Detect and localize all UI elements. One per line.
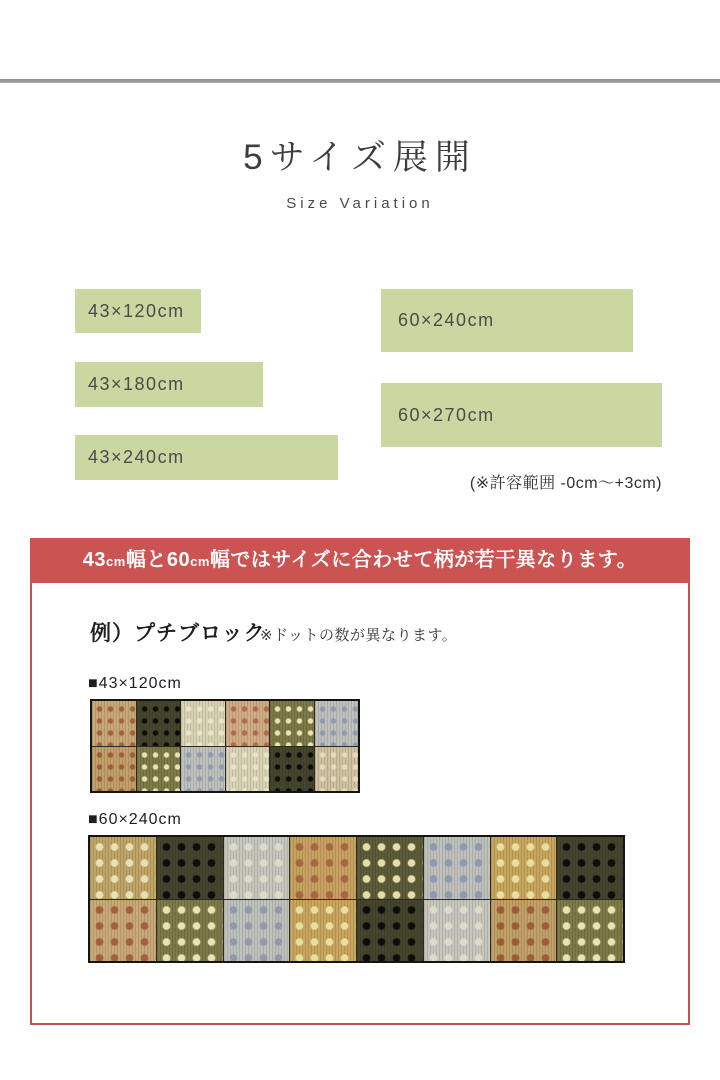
- banner-text-part3: 幅ではサイズに合わせて柄が若干異なります。: [209, 549, 638, 571]
- mat-block-cream-pale: [181, 701, 225, 746]
- mat-block-silver-blue: [424, 837, 490, 899]
- mat-block-silver-blue: [224, 900, 290, 962]
- mat-block-tan-red: [90, 900, 156, 962]
- example-heading: 例）プチブロック: [90, 622, 266, 645]
- mat-block-silver-blue: [181, 747, 225, 792]
- banner-text-part1: 43: [82, 549, 107, 571]
- size-swatch-43x240: [75, 435, 338, 480]
- mat-image-60x240: [88, 835, 625, 963]
- mat-block-gold-red: [290, 837, 356, 899]
- mat-block-olive-cream: [270, 701, 314, 746]
- size-label-43x120: 43×120cm: [88, 300, 185, 321]
- mat-block-silver-pale: [224, 837, 290, 899]
- banner-text-part2: 幅と60: [125, 549, 191, 571]
- mat-block-gold-cream: [290, 900, 356, 962]
- mat-block-olive-cream: [157, 900, 223, 962]
- size-label-43x240: 43×240cm: [88, 447, 185, 467]
- banner-cm-unit-2: cm: [190, 554, 210, 569]
- mat-block-olive-cream: [137, 747, 181, 792]
- pattern-difference-panel: [30, 538, 690, 1025]
- mat-block-cream-pale: [226, 747, 270, 792]
- tolerance-note: (※許容範囲 -0cm〜+3cm): [469, 475, 662, 492]
- mat-block-sand-cream: [315, 747, 359, 792]
- mat-block-black-dots: [557, 837, 623, 899]
- mat-block-silver-blue: [315, 701, 359, 746]
- banner-cm-unit-1: cm: [106, 554, 126, 569]
- mat-block-tan-red2: [491, 900, 557, 962]
- mat-block-black-dots: [157, 837, 223, 899]
- notice-banner: [30, 538, 690, 583]
- mat-label-60x240: ■60×240cm: [88, 811, 182, 828]
- size-label-43x180: 43×180cm: [88, 374, 185, 394]
- example-box: [30, 583, 690, 1025]
- size-label-60x270: 60×270cm: [398, 404, 495, 425]
- size-label-60x240: 60×240cm: [398, 310, 495, 330]
- mat-block-black-dots: [357, 900, 423, 962]
- size-swatch-43x180: [75, 362, 263, 407]
- mat-block-silver-pale: [424, 900, 490, 962]
- mat-block-darkolive-cream: [357, 837, 423, 899]
- mat-block-tan-red2: [92, 747, 136, 792]
- mat-block-black-dots: [137, 701, 181, 746]
- top-divider-bar: [0, 79, 720, 83]
- mat-block-tan-red: [92, 701, 136, 746]
- mat-block-peach-red: [226, 701, 270, 746]
- example-note: ※ドットの数が異なります。: [260, 627, 458, 644]
- mat-block-black-dots: [270, 747, 314, 792]
- size-swatch-60x240: [381, 289, 633, 352]
- mat-block-olive-cream: [557, 900, 623, 962]
- page-title: 5サイズ展開: [243, 138, 477, 177]
- size-swatch-43x120: [75, 289, 201, 333]
- mat-block-khaki-cream: [90, 837, 156, 899]
- size-swatch-60x270: [381, 383, 662, 447]
- mat-image-43x120: [90, 699, 360, 793]
- mat-block-gold-cream: [491, 837, 557, 899]
- mat-label-43x120: ■43×120cm: [88, 675, 182, 692]
- page-subtitle: Size Variation: [286, 195, 434, 212]
